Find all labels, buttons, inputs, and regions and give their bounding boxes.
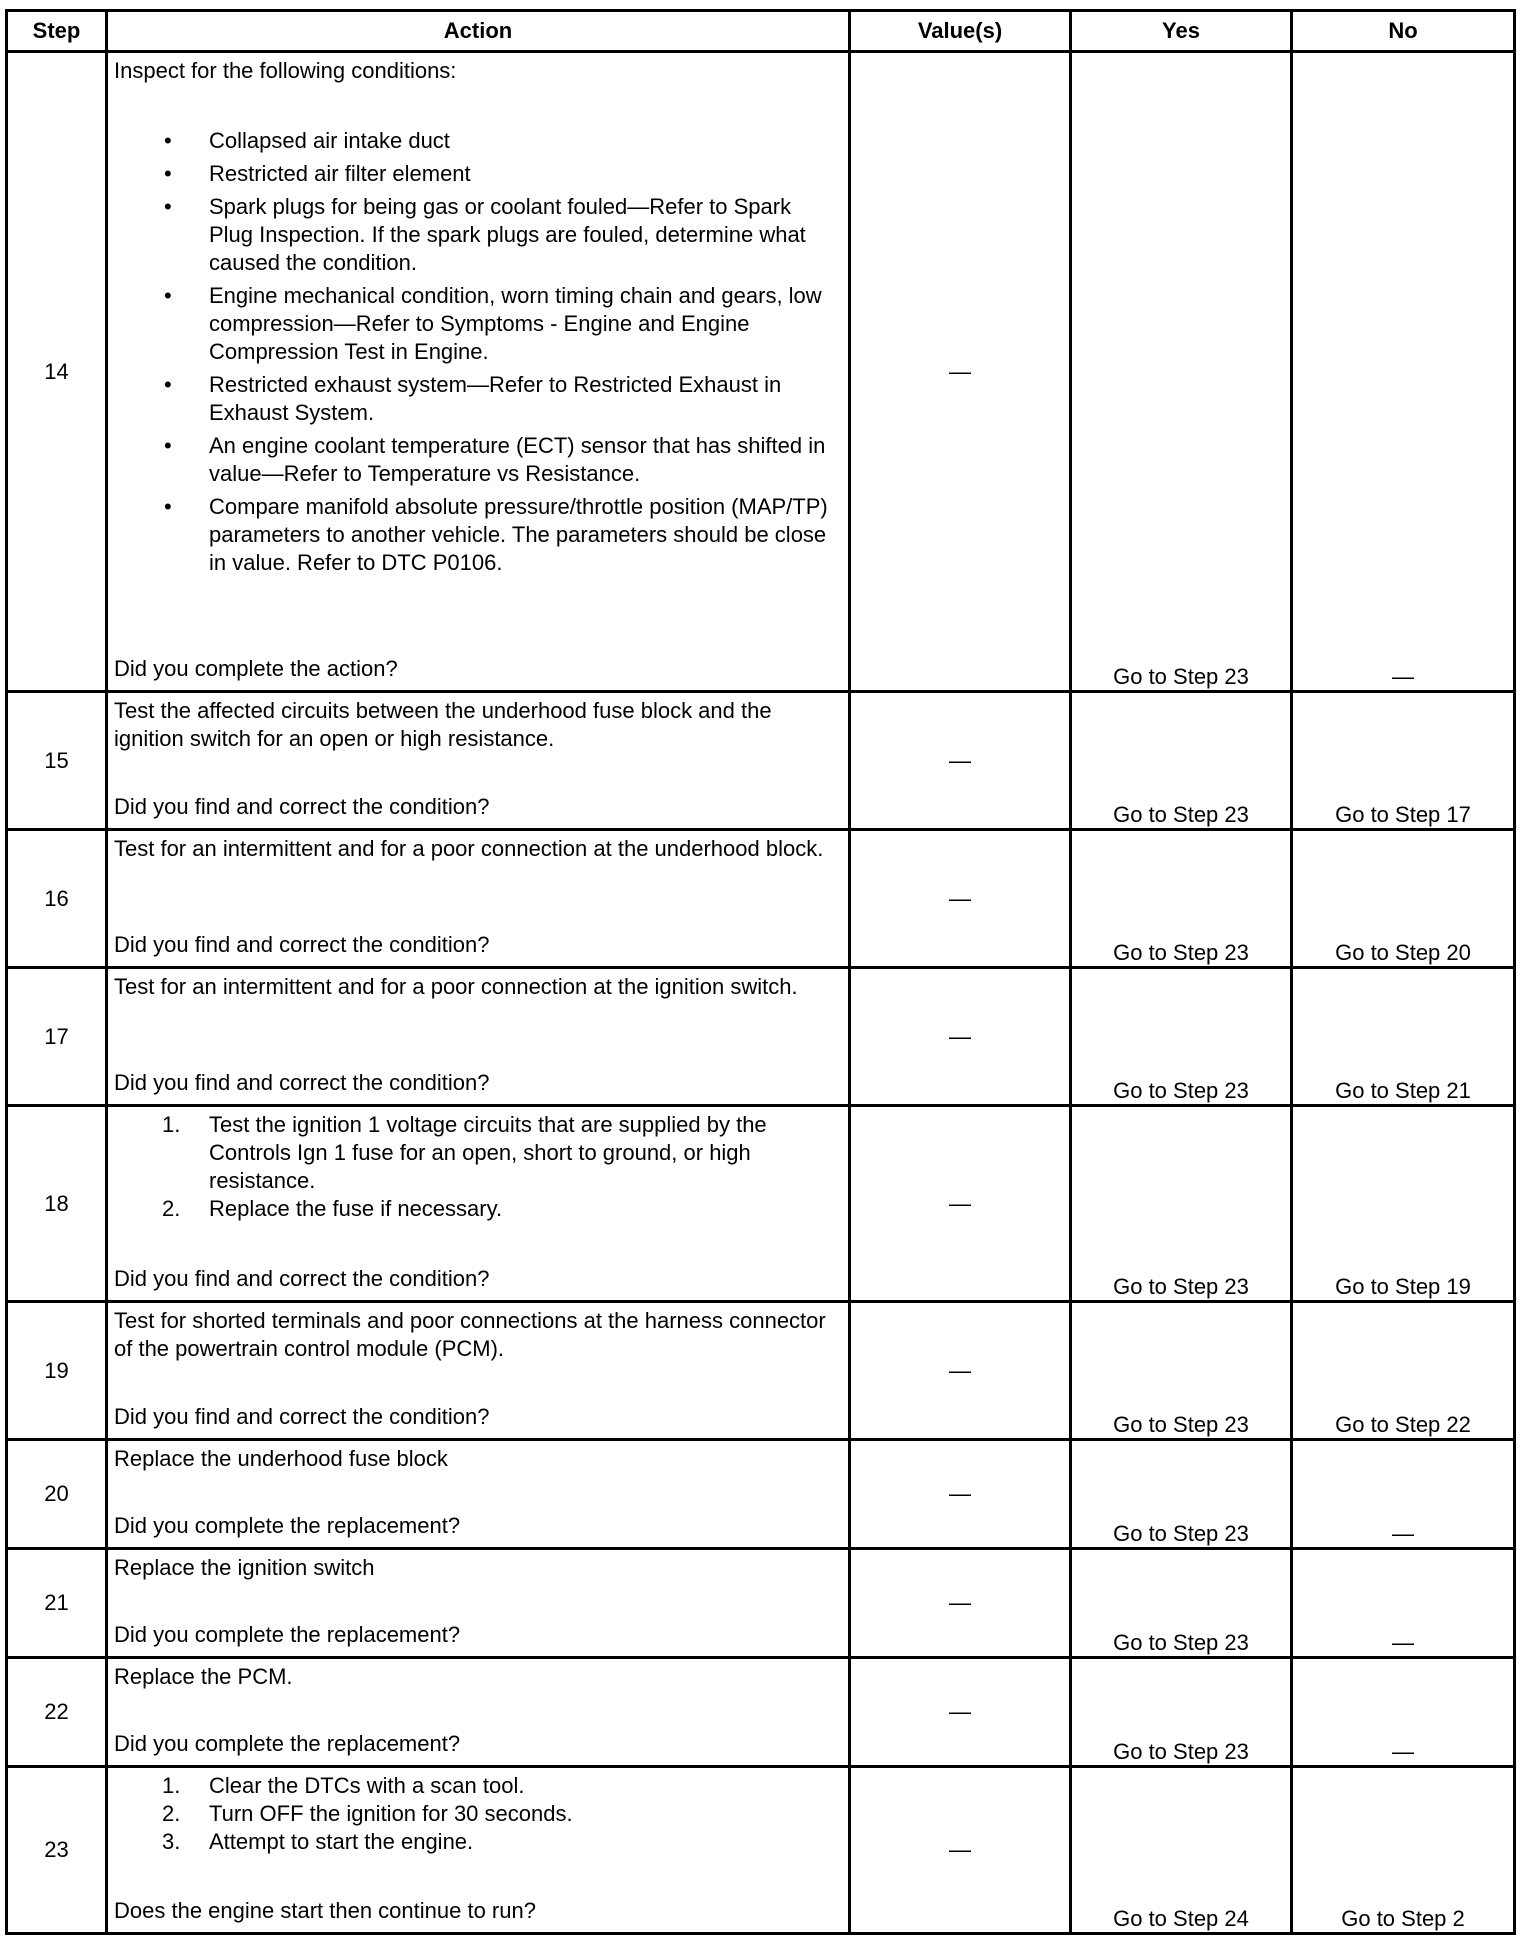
no-cell: Go to Step 21 bbox=[1292, 968, 1515, 1106]
list-item bbox=[108, 1800, 848, 1828]
no-cell: — bbox=[1292, 1658, 1515, 1767]
yes-cell: Go to Step 23 bbox=[1071, 692, 1292, 830]
step-index: 1. bbox=[162, 1773, 181, 1798]
action-intro: Replace the ignition switch bbox=[114, 1555, 375, 1580]
action-question: Did you complete the replacement? bbox=[114, 1622, 461, 1647]
header-action: Action bbox=[107, 11, 850, 52]
action-intro: Test for shorted terminals and poor connections at the harness connector of the powertrain control module (PCM). bbox=[114, 1308, 826, 1361]
yes-cell: Go to Step 23 bbox=[1071, 1440, 1292, 1549]
action-question: Did you complete the replacement? bbox=[114, 1513, 461, 1538]
table-row bbox=[7, 1549, 1515, 1658]
value-cell: — bbox=[850, 1767, 1071, 1934]
step-index: 1. bbox=[162, 1112, 181, 1137]
action-intro: Test the affected circuits between the underhood fuse block and the ignition switch for an open or high resistance. bbox=[114, 698, 772, 751]
header-row bbox=[7, 11, 1515, 52]
action-intro: Test for an intermittent and for a poor connection at the underhood block. bbox=[114, 836, 824, 861]
action-question: Did you find and correct the condition? bbox=[114, 794, 490, 819]
action-cell bbox=[107, 1549, 850, 1658]
list-item: • Collapsed air intake duct bbox=[108, 127, 848, 155]
value-cell: — bbox=[850, 52, 1071, 692]
list-item bbox=[108, 1195, 848, 1223]
table-row bbox=[7, 1440, 1515, 1549]
step-index: 2. bbox=[162, 1196, 181, 1221]
action-question: Did you complete the action? bbox=[114, 656, 398, 681]
header-values: Value(s) bbox=[850, 11, 1071, 52]
yes-cell: Go to Step 23 bbox=[1071, 968, 1292, 1106]
action-cell bbox=[107, 1658, 850, 1767]
value-cell: — bbox=[850, 1106, 1071, 1302]
step-number: 23 bbox=[7, 1767, 107, 1934]
action-cell bbox=[107, 968, 850, 1106]
header-step: Step bbox=[7, 11, 107, 52]
no-cell: Go to Step 22 bbox=[1292, 1302, 1515, 1440]
yes-cell: Go to Step 24 bbox=[1071, 1767, 1292, 1934]
action-question: Did you find and correct the condition? bbox=[114, 1266, 490, 1291]
action-question: Did you find and correct the condition? bbox=[114, 1070, 490, 1095]
step-text: Attempt to start the engine. bbox=[209, 1829, 474, 1854]
action-intro: Replace the underhood fuse block bbox=[114, 1446, 448, 1471]
no-cell: — bbox=[1292, 1549, 1515, 1658]
table-row bbox=[7, 52, 1515, 692]
action-cell bbox=[107, 692, 850, 830]
table-row bbox=[7, 1658, 1515, 1767]
no-cell: Go to Step 2 bbox=[1292, 1767, 1515, 1934]
value-cell: — bbox=[850, 830, 1071, 968]
step-number: 21 bbox=[7, 1549, 107, 1658]
list-item: • Compare manifold absolute pressure/throttle position (MAP/TP) parameters to another vehicle. The parameters should be close in value. Refer to DTC P0106. bbox=[108, 493, 848, 577]
table-row bbox=[7, 830, 1515, 968]
action-cell bbox=[107, 1106, 850, 1302]
step-index: 2. bbox=[162, 1801, 181, 1826]
step-number: 22 bbox=[7, 1658, 107, 1767]
value-cell: — bbox=[850, 1658, 1071, 1767]
numbered-steps bbox=[108, 1768, 848, 1856]
list-item: • An engine coolant temperature (ECT) sensor that has shifted in value—Refer to Temperature vs Resistance. bbox=[108, 432, 848, 488]
value-cell: — bbox=[850, 1440, 1071, 1549]
action-question: Did you find and correct the condition? bbox=[114, 932, 490, 957]
step-text: Test the ignition 1 voltage circuits that are supplied by the Controls Ign 1 fuse for an open, short to ground, or high resistance. bbox=[209, 1112, 767, 1193]
step-text: Turn OFF the ignition for 30 seconds. bbox=[209, 1801, 573, 1826]
yes-cell: Go to Step 23 bbox=[1071, 1106, 1292, 1302]
step-text: Clear the DTCs with a scan tool. bbox=[209, 1773, 525, 1798]
no-cell: Go to Step 20 bbox=[1292, 830, 1515, 968]
no-cell: Go to Step 17 bbox=[1292, 692, 1515, 830]
table-row bbox=[7, 968, 1515, 1106]
action-cell bbox=[107, 830, 850, 968]
action-question: Did you complete the replacement? bbox=[114, 1731, 461, 1756]
step-number: 19 bbox=[7, 1302, 107, 1440]
step-number: 14 bbox=[7, 52, 107, 692]
list-item bbox=[108, 1111, 848, 1195]
yes-cell: Go to Step 23 bbox=[1071, 830, 1292, 968]
yes-cell: Go to Step 23 bbox=[1071, 1302, 1292, 1440]
yes-cell: Go to Step 23 bbox=[1071, 1549, 1292, 1658]
table-row bbox=[7, 1302, 1515, 1440]
yes-cell: Go to Step 23 bbox=[1071, 52, 1292, 692]
action-intro: Inspect for the following conditions: bbox=[114, 58, 457, 83]
action-cell bbox=[107, 52, 850, 692]
action-question: Does the engine start then continue to run? bbox=[114, 1898, 536, 1923]
numbered-steps bbox=[108, 1107, 848, 1223]
step-number: 16 bbox=[7, 830, 107, 968]
step-number: 20 bbox=[7, 1440, 107, 1549]
value-cell: — bbox=[850, 968, 1071, 1106]
list-item: • Restricted exhaust system—Refer to Restricted Exhaust in Exhaust System. bbox=[108, 371, 848, 427]
condition-list bbox=[108, 127, 848, 577]
no-cell: — bbox=[1292, 1440, 1515, 1549]
action-cell bbox=[107, 1302, 850, 1440]
step-number: 18 bbox=[7, 1106, 107, 1302]
list-item bbox=[108, 1772, 848, 1800]
value-cell: — bbox=[850, 1302, 1071, 1440]
value-cell: — bbox=[850, 692, 1071, 830]
action-cell bbox=[107, 1440, 850, 1549]
list-item bbox=[108, 1828, 848, 1856]
table-row bbox=[7, 692, 1515, 830]
action-question: Did you find and correct the condition? bbox=[114, 1404, 490, 1429]
no-cell: — bbox=[1292, 52, 1515, 692]
step-text: Replace the fuse if necessary. bbox=[209, 1196, 503, 1221]
header-yes: Yes bbox=[1071, 11, 1292, 52]
action-intro: Test for an intermittent and for a poor connection at the ignition switch. bbox=[114, 974, 798, 999]
header-no: No bbox=[1292, 11, 1515, 52]
table-row bbox=[7, 1767, 1515, 1934]
yes-cell: Go to Step 23 bbox=[1071, 1658, 1292, 1767]
step-number: 17 bbox=[7, 968, 107, 1106]
diagnostic-table bbox=[5, 9, 1516, 1935]
step-number: 15 bbox=[7, 692, 107, 830]
list-item: • Spark plugs for being gas or coolant fouled—Refer to Spark Plug Inspection. If the spark plugs are fouled, determine what caused the condition. bbox=[108, 193, 848, 277]
action-intro: Replace the PCM. bbox=[114, 1664, 293, 1689]
step-index: 3. bbox=[162, 1829, 181, 1854]
list-item: • Restricted air filter element bbox=[108, 160, 848, 188]
no-cell: Go to Step 19 bbox=[1292, 1106, 1515, 1302]
table-row bbox=[7, 1106, 1515, 1302]
value-cell: — bbox=[850, 1549, 1071, 1658]
action-cell bbox=[107, 1767, 850, 1934]
list-item: • Engine mechanical condition, worn timing chain and gears, low compression—Refer to Symptoms - Engine and Engine Compression Test in Engine. bbox=[108, 282, 848, 366]
